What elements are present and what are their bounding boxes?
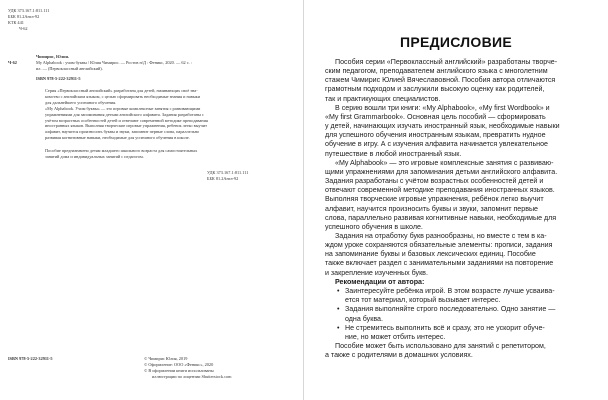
preface-line: «My Alphabook» — это игровые комплексные занятия с развиваю- xyxy=(335,158,554,167)
preface-line: также включает раздел с занимательными заданиями на повторение xyxy=(325,259,554,268)
preface-line: В серию вошли три книги: «My Alphabook», «My first Wordbook» и xyxy=(335,103,550,112)
closing-line-2: а также с родителями в домашних условиях. xyxy=(325,351,473,360)
preface-line: слова, параллельно развивая когнитивные навыки, необходимые для xyxy=(325,213,557,222)
bullet-icon: • xyxy=(337,287,340,296)
preface-page xyxy=(304,0,608,400)
preface-line: Выполняя творческие игровые упражнения, ребёнок легко выучит xyxy=(325,195,544,204)
preface-line: Пособия серии «Первоклассный английский» разработаны творче- xyxy=(335,58,558,66)
bullet-icon: • xyxy=(337,305,340,314)
preface-line: «My first Grammarbook». Основная цель пособий — сформировать xyxy=(325,112,546,121)
preface-heading: ПРЕДИСЛОВИЕ xyxy=(399,34,513,50)
preface-line: путешествие в любой иностранный язык. xyxy=(325,149,462,158)
preface-line: Задания разработаны с учётом возрастных особенностей детей и xyxy=(325,177,544,186)
annotation-paragraph-2: «My Alphabook. Учим буквы» — это игровые комплексные занятия с развивающими упражнениями для запоминания детьми английского алфавита. Задания разработаны с учётом возрастных особенностей детей и отвечают современной методике преподавания иностранных языков. Выполняя творческие игровые упражнения, ребенок легко выучит алфавит, научится произносить буквы и звуки, запомнит первые слова, параллельно развивая когнитивные навыки, необходимые для успешного обучения в школе. xyxy=(45,106,208,140)
preface-line: щими упражнениями для запоминания детьми английского алфавита. xyxy=(325,167,558,176)
preface-line: ждом уроке сохраняются обязательные элементы: прописи, задания xyxy=(325,241,553,250)
recommendations-block xyxy=(325,278,591,360)
copyright-line-3: © В оформлении книги использованы xyxy=(144,368,214,373)
preface-line: и закрепление изученных букв. xyxy=(325,268,428,277)
closing-line-1: Пособие может быть использовано для занятий с репетитором, xyxy=(335,342,546,351)
annotation-paragraph-3: Пособие предназначено детям младшего школьного возраста для самостоятельных занятий дома и индивидуальных занятий с педагогом. xyxy=(45,148,198,159)
recommendation-item: • Заинтересуйте ребёнка игрой. В этом возрасте лучше усваива- ется тот материал, который вызывает интерес. xyxy=(337,287,555,305)
preface-line: успешного обучения в школе. xyxy=(325,222,423,231)
author-code: Ч-62 xyxy=(19,26,28,31)
udk-code-bottom: УДК 373.167.1:811.111 xyxy=(207,170,249,175)
preface-line: ским педагогом, преподавателем английского языка с многолетним xyxy=(325,67,548,76)
isbn-bottom: ISBN 978-5-222-32911-5 xyxy=(8,356,53,361)
catalog-code: Ч-62 xyxy=(8,60,17,65)
preface-line: алфавит, научится произносить буквы и звуки, запомнит первые xyxy=(325,204,539,213)
catalog-entry-line-2: ил. — (Первоклассный английский). xyxy=(36,66,103,71)
recommendation-item: • Задания выполняйте строго последовательно. Одно занятие — одна буква. xyxy=(337,305,556,323)
preface-line: так и практикующих специалистов. xyxy=(325,94,441,103)
copyright-line-4: иллюстрации по лицензии Shutterstock.com xyxy=(152,374,232,379)
preface-body xyxy=(325,58,591,278)
catalog-entry-line-1: My Alphabook : учим буквы / Юлия Чимирис. — Ростов н/Д : Феникс, 2020. — 62 с. : xyxy=(36,60,192,65)
preface-line: Задания на отработку букв разнообразны, но вместе с тем в ка- xyxy=(335,231,547,240)
preface-line: отвечают современной методике преподавания иностранных языков. xyxy=(325,186,555,195)
copyright-line-1: © Чимирис Юлия, 2019 xyxy=(144,356,188,361)
copyright-line-2: © Оформление: ООО «Феникс», 2020 xyxy=(144,362,214,367)
author-heading: Чимирис, Юлия. xyxy=(36,54,70,59)
isbn-line: ISBN 978-5-222-32911-5 xyxy=(36,76,81,81)
udk-code: УДК 373.167.1:811.111 xyxy=(8,8,50,13)
recommendations-title: Рекомендации от автора: xyxy=(335,278,425,286)
recommendation-item: • Не стремитесь выполнить всё и сразу, это не ускорит обуче- ние, но может отбить интерес. xyxy=(337,323,545,341)
preface-line: обучение в игру. А с изучения алфавита начинается увлекательное xyxy=(325,140,548,149)
preface-line: у детей, начинающих изучать иностранный язык, необходимые навыки xyxy=(325,122,560,131)
bullet-icon: • xyxy=(337,323,340,332)
preface-line: грамотным подходом и заслужили высокую оценку как родителей, xyxy=(325,85,545,94)
ktk-code: КТК 441 xyxy=(8,20,24,25)
bbk-code: ББК 81.2Англ-92 xyxy=(8,14,40,19)
preface-line: стажем Чимирис Юлией Вячеславовной. Пособия автора отличаются xyxy=(325,76,556,85)
bbk-code-bottom: ББК 81.2Англ-92 xyxy=(207,176,239,181)
annotation-paragraph-1: Серия «Первоклассный английский» разработана для детей, начинающих своё зна- комство с английским языком, с целью сформировать необходимые знания и навыки для дальнейшего успешного обучения. xyxy=(45,88,201,105)
preface-line: на запоминание буквы и базовых лексических единиц. Пособие xyxy=(325,250,536,259)
preface-line: для успешного обучения иностранным языкам, превратить нудное xyxy=(325,131,546,140)
